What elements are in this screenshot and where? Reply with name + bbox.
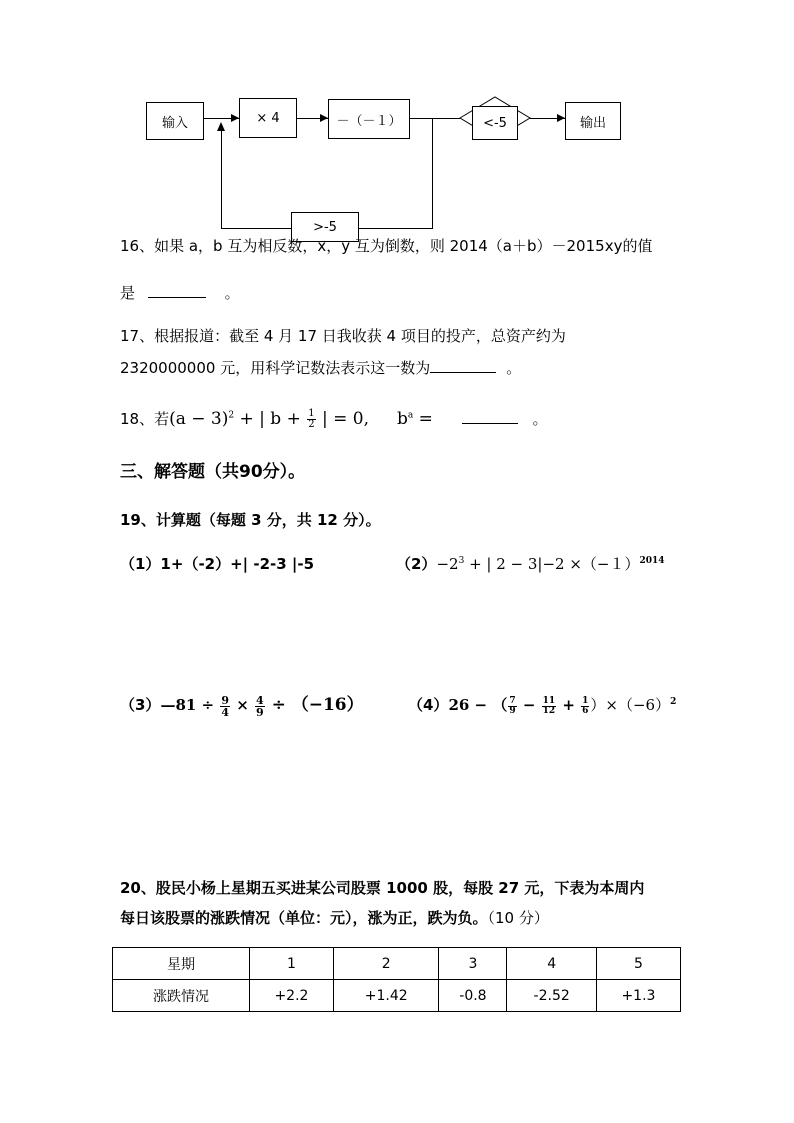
- math-expression: —81 ÷ $\frac{9}{4}$ × $\frac{4}{9}$ ÷ （−16）: [160, 693, 364, 719]
- question-19-part2: $(2)-2^3$ + | $2 - 3|-2 \times(-1)^{2014}$: [396, 555, 665, 573]
- answer-blank: [148, 297, 206, 298]
- flow-loop-condition-box: >-5: [291, 212, 359, 242]
- table-cell: +2.2: [249, 980, 333, 1012]
- fraction: $\frac{1}{6}$: [582, 695, 589, 716]
- fraction: $\frac{7}{9}$: [509, 695, 516, 716]
- flow-decision-box: <-5: [472, 106, 518, 140]
- table-cell: 4: [507, 948, 596, 980]
- stock-change-table: [112, 947, 681, 1012]
- table-cell: -2.52: [507, 980, 596, 1012]
- math-expression: $-2^3$ + | $2 - 3|-2 \times(-1)^{2014}$: [436, 555, 665, 573]
- table-cell: 2: [333, 948, 438, 980]
- question-18: 18、若$(a - 3)^2$ + | b + $\frac{1}{2}$ | = 0, $b^a$ = 。: [120, 408, 548, 430]
- flow-output-box: 输出: [565, 102, 621, 140]
- question-19-title: 19、计算题（每题 3 分，共 12 分）。: [120, 511, 381, 529]
- question-20-line1: 20、股民小杨上星期五买进某公司股票 1000 股，每股 27 元，下表为本周内: [120, 879, 645, 897]
- flow-times4-box: × 4: [239, 98, 297, 138]
- math-expression: $(a - 3)^2$ + | b + $\frac{1}{2}$ | = 0, $b^a$ =: [169, 408, 433, 430]
- table-header-row: [113, 948, 681, 980]
- fraction: $\frac{4}{9}$: [256, 693, 264, 719]
- math-expression: 26 − （ $\frac{7}{9}$ − $\frac{11}{12}$ + $\frac{1}{6}$ ）$\times(-6)^2$: [448, 695, 677, 716]
- table-cell: 涨跌情况: [113, 980, 250, 1012]
- table-cell: 5: [596, 948, 680, 980]
- question-16-line2: 是 。: [120, 284, 240, 302]
- question-20-line2: 每日该股票的涨跌情况（单位：元），涨为正，跌为负。（10 分）: [120, 909, 549, 927]
- flow-input-box: 输入: [146, 102, 204, 140]
- question-16-line1: 16、如果 a，b 互为相反数，x，y 互为倒数，则 2014（a＋b）－2015xy的值: [120, 237, 653, 255]
- fraction: $\frac{9}{4}$: [221, 693, 229, 719]
- table-cell: 3: [439, 948, 507, 980]
- table-cell: 星期: [113, 948, 250, 980]
- question-19-part3: （3）—81 ÷ $\frac{9}{4}$ × $\frac{4}{9}$ ÷ （−16）: [120, 693, 364, 719]
- answer-blank: [430, 372, 496, 373]
- fraction: $\frac{11}{12}$: [542, 695, 556, 716]
- fraction: $\frac{1}{2}$: [308, 408, 315, 430]
- question-17-line1: 17、根据报道：截至 4 月 17 日我收获 4 项目的投产，总资产约为: [120, 327, 566, 345]
- question-19-part1: （1）1+（-2）+| -2-3 |-5: [120, 555, 315, 573]
- arrow-head-icon: [0, 0, 794, 260]
- table-cell: -0.8: [439, 980, 507, 1012]
- table-cell: 1: [249, 948, 333, 980]
- flow-minus-box: －（－１）: [328, 99, 410, 139]
- table-row: [113, 980, 681, 1012]
- section-heading: 三、解答题（共90分）。: [120, 462, 306, 482]
- table-cell: +1.3: [596, 980, 680, 1012]
- question-17-line2: 2320000000 元，用科学记数法表示这一数为 。: [120, 359, 522, 377]
- answer-blank: [462, 423, 518, 424]
- question-19-part4: （4）26 − （ $\frac{7}{9}$ − $\frac{11}{12}$ + $\frac{1}{6}$ ）$\times(-6)^2$: [408, 695, 677, 716]
- table-cell: +1.42: [333, 980, 438, 1012]
